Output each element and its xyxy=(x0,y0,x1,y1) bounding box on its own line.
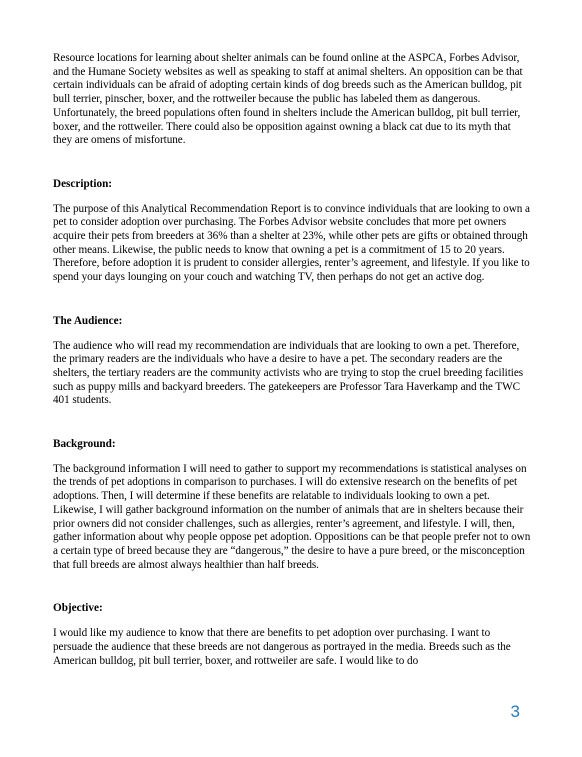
page-content xyxy=(53,52,531,668)
description-heading: Description: xyxy=(53,177,113,190)
description-paragraph: The purpose of this Analytical Recommendation Report is to convince individuals that are looking to own a pet to consider adoption over purchasing. The Forbes Advisor website concludes that more pet owners acquire their pets from breeders at 36% than a shelter at 23%, while other pets are gifts or obtained through other means. Likewise, the public needs to know that owning a pet is a commitment of 15 to 20 years. Therefore, before adoption it is prudent to consider allergies, renter’s agreement, and lifestyle. If you like to spend your days lounging on your couch and watching TV, then perhaps do not get an active dog. xyxy=(53,202,530,284)
background-heading: Background: xyxy=(53,438,116,451)
objective-heading: Objective: xyxy=(53,602,103,615)
objective-paragraph: I would like my audience to know that there are benefits to pet adoption over purchasing. I want to persuade the audience that these breeds are not dangerous as portrayed in the media. Breeds such as the American bulldog, pit bull terrier, boxer, and rottweiler are safe. I would like to do xyxy=(53,627,511,667)
audience-heading: The Audience: xyxy=(53,314,123,327)
audience-paragraph: The audience who will read my recommendation are individuals that are looking to own a pet. Therefore, the primary readers are the individuals who have a desire to have a pet. The secondary readers are the shelters, the tertiary readers are the community activists who are trying to stop the cruel breeding facilities such as puppy mills and backyard breeders. The gatekeepers are Professor Tara Haverkamp and the TWC 401 students. xyxy=(53,339,524,407)
intro-paragraph: Resource locations for learning about shelter animals can be found online at the ASPCA, Forbes Advisor, and the Humane Society websites as well as speaking to staff at animal shelters. An opposition can be that certain individuals can be afraid of adopting certain kinds of dog breeds such as the American bulldog, pit bull terrier, pinscher, boxer, and the rottweiler because the public has labeled them as dangerous. Unfortunately, the breed populations often found in shelters include the American bulldog, pit bull terrier, boxer, and the rottweiler. There could also be opposition against owning a black cat due to its myth that they are omens of misfortune. xyxy=(53,52,523,147)
background-paragraph: The background information I will need to gather to support my recommendations is statistical analyses on the trends of pet adoptions in comparison to purchases. I will do extensive research on the benefits of pet adoptions. Then, I will determine if these benefits are relatable to individuals looking to own a pet. Likewise, I will gather background information on the number of animals that are in shelters because their prior owners did not consider challenges, such as allergies, renter’s agreement, and lifestyle. I will, then, gather information about why people oppose pet adoption. Oppositions can be that people prefer not to own a certain type of breed because they are “dangerous,” the desire to have a pure breed, or the misconception that full breeds are almost always healthier than half breeds. xyxy=(53,462,531,571)
page-number: 3 xyxy=(510,702,520,721)
